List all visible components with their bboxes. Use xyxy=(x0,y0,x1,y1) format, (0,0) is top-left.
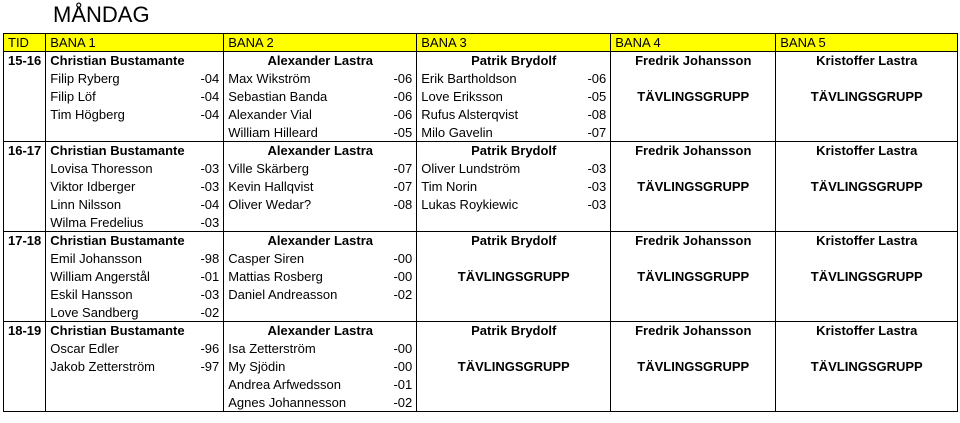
cell-bana-5: TÄVLINGSGRUPP xyxy=(776,178,958,196)
player-year-bana-1: -96 xyxy=(186,340,224,358)
section-leader-row xyxy=(4,322,958,340)
table-row xyxy=(4,160,958,178)
player-year-bana-1: -01 xyxy=(186,268,224,286)
player-year-bana-3: -03 xyxy=(565,196,611,214)
time-slot-empty xyxy=(4,304,46,322)
table-row xyxy=(4,88,958,106)
player-year-bana-1: -97 xyxy=(186,358,224,376)
player-name-bana-1: Linn Nilsson xyxy=(46,196,186,214)
time-slot: 16-17 xyxy=(4,142,46,160)
table-row xyxy=(4,178,958,196)
schedule-table xyxy=(3,33,958,412)
leader-bana-1: Christian Bustamante xyxy=(46,322,224,340)
cell-bana-5 xyxy=(776,304,958,322)
time-slot-empty xyxy=(4,88,46,106)
time-slot-empty xyxy=(4,250,46,268)
leader-bana-2: Alexander Lastra xyxy=(224,142,417,160)
leader-bana-2: Alexander Lastra xyxy=(224,52,417,70)
cell-bana-4 xyxy=(611,286,776,304)
section-leader-row xyxy=(4,232,958,250)
time-slot: 18-19 xyxy=(4,322,46,340)
time-slot-empty xyxy=(4,286,46,304)
player-year-bana-2 xyxy=(378,304,417,322)
cell-bana-4 xyxy=(611,376,776,394)
cell-bana-4: TÄVLINGSGRUPP xyxy=(611,268,776,286)
player-name-bana-3: Tim Norin xyxy=(421,179,478,194)
table-row xyxy=(4,358,958,376)
table-row xyxy=(4,124,958,142)
leader-bana-1: Christian Bustamante xyxy=(46,52,224,70)
player-year-bana-2: -02 xyxy=(378,394,417,412)
player-year-bana-1: -03 xyxy=(186,286,224,304)
cell-bana-3 xyxy=(417,304,611,322)
table-row xyxy=(4,394,958,412)
player-name-bana-3: Lukas Roykiewic xyxy=(421,197,519,212)
player-year-bana-2: -00 xyxy=(378,250,417,268)
time-slot-empty xyxy=(4,196,46,214)
header-cell: BANA 1 xyxy=(46,34,224,52)
section-leader-row xyxy=(4,52,958,70)
cell-bana-5 xyxy=(776,286,958,304)
player-year-bana-2: -00 xyxy=(378,358,417,376)
player-year-bana-1: -04 xyxy=(186,70,224,88)
time-slot-empty xyxy=(4,124,46,142)
leader-bana-2: Alexander Lastra xyxy=(224,232,417,250)
header-cell: BANA 2 xyxy=(224,34,417,52)
leader-bana-4: Fredrik Johansson xyxy=(611,232,776,250)
cell-bana-3 xyxy=(417,340,611,358)
header-cell: TID xyxy=(4,34,46,52)
table-row xyxy=(4,214,958,232)
player-name-bana-1: William Angerstål xyxy=(46,268,186,286)
cell-bana-5 xyxy=(776,376,958,394)
cell-bana-4 xyxy=(611,196,776,214)
player-name-bana-2: My Sjödin xyxy=(228,359,286,374)
table-row xyxy=(4,286,958,304)
leader-bana-1: Christian Bustamante xyxy=(46,232,224,250)
player-name-bana-1: Lovisa Thoresson xyxy=(46,160,186,178)
player-name-bana-1: Tim Högberg xyxy=(46,106,186,124)
cell-bana-4 xyxy=(611,340,776,358)
player-name-bana-3: Rufus Alsterqvist xyxy=(421,107,519,122)
time-slot-empty xyxy=(4,70,46,88)
player-name-bana-1: Viktor Idberger xyxy=(46,178,186,196)
player-name-bana-2: Kevin Hallqvist xyxy=(228,179,314,194)
leader-bana-2: Alexander Lastra xyxy=(224,322,417,340)
player-name-bana-1: Oscar Edler xyxy=(46,340,186,358)
cell-bana-5 xyxy=(776,124,958,142)
cell-bana-3 xyxy=(417,250,611,268)
header-cell: BANA 3 xyxy=(417,34,611,52)
time-slot-empty xyxy=(4,178,46,196)
player-name-bana-1 xyxy=(46,376,186,394)
player-year-bana-3 xyxy=(565,214,611,232)
player-year-bana-2: -06 xyxy=(378,106,417,124)
player-name-bana-1: Emil Johansson xyxy=(46,250,186,268)
table-row xyxy=(4,70,958,88)
player-year-bana-2: -00 xyxy=(378,340,417,358)
player-name-bana-1: Filip Ryberg xyxy=(46,70,186,88)
player-year-bana-2: -02 xyxy=(378,286,417,304)
cell-bana-5 xyxy=(776,214,958,232)
player-year-bana-2: -06 xyxy=(378,88,417,106)
player-name-bana-2: Sebastian Banda xyxy=(228,89,328,104)
player-year-bana-3: -06 xyxy=(565,70,611,88)
table-row xyxy=(4,196,958,214)
time-slot-empty xyxy=(4,214,46,232)
player-year-bana-1 xyxy=(186,376,224,394)
player-year-bana-2: -05 xyxy=(378,124,417,142)
cell-bana-5 xyxy=(776,394,958,412)
player-name-bana-2 xyxy=(224,214,378,232)
player-year-bana-1 xyxy=(186,394,224,412)
player-name-bana-2 xyxy=(224,304,378,322)
time-slot-empty xyxy=(4,376,46,394)
cell-bana-4: TÄVLINGSGRUPP xyxy=(611,178,776,196)
player-name-bana-1: Eskil Hansson xyxy=(46,286,186,304)
leader-bana-3: Patrik Brydolf xyxy=(417,232,611,250)
cell-bana-4 xyxy=(611,160,776,178)
cell-bana-5: TÄVLINGSGRUPP xyxy=(776,358,958,376)
player-year-bana-2: -01 xyxy=(378,376,417,394)
player-name-bana-3: Milo Gavelin xyxy=(421,124,493,140)
player-year-bana-2: -07 xyxy=(378,178,417,196)
player-year-bana-1: -04 xyxy=(186,196,224,214)
leader-bana-4: Fredrik Johansson xyxy=(611,142,776,160)
cell-bana-3 xyxy=(417,376,611,394)
cell-bana-4 xyxy=(611,106,776,124)
player-name-bana-1: Wilma Fredelius xyxy=(46,214,186,232)
cell-bana-5: TÄVLINGSGRUPP xyxy=(776,268,958,286)
table-row xyxy=(4,340,958,358)
player-year-bana-1: -04 xyxy=(186,106,224,124)
leader-bana-5: Kristoffer Lastra xyxy=(776,232,958,250)
player-year-bana-2: -07 xyxy=(378,160,417,178)
player-year-bana-3: -03 xyxy=(565,178,611,196)
leader-bana-5: Kristoffer Lastra xyxy=(776,52,958,70)
cell-bana-3: TÄVLINGSGRUPP xyxy=(417,358,611,376)
cell-bana-5: TÄVLINGSGRUPP xyxy=(776,88,958,106)
time-slot: 15-16 xyxy=(4,52,46,70)
leader-bana-4: Fredrik Johansson xyxy=(611,52,776,70)
cell-bana-4 xyxy=(611,394,776,412)
leader-bana-3: Patrik Brydolf xyxy=(417,322,611,340)
player-name-bana-1 xyxy=(46,394,186,412)
cell-bana-4 xyxy=(611,214,776,232)
leader-bana-4: Fredrik Johansson xyxy=(611,322,776,340)
cell-bana-4 xyxy=(611,124,776,142)
player-year-bana-3: -08 xyxy=(565,106,611,124)
cell-bana-4 xyxy=(611,304,776,322)
player-year-bana-2 xyxy=(378,214,417,232)
player-name-bana-2: Alexander Vial xyxy=(228,107,312,122)
player-name-bana-2: Isa Zetterström xyxy=(228,341,316,356)
player-year-bana-1: -02 xyxy=(186,304,224,322)
player-name-bana-1: Love Sandberg xyxy=(46,304,186,322)
player-name-bana-3 xyxy=(417,214,565,232)
page-title: MÅNDAG xyxy=(53,2,150,27)
cell-bana-3 xyxy=(417,286,611,304)
player-name-bana-2: Daniel Andreasson xyxy=(228,287,338,302)
player-name-bana-2: Mattias Rosberg xyxy=(228,269,323,284)
player-year-bana-2: -06 xyxy=(378,70,417,88)
player-year-bana-3: -07 xyxy=(565,124,611,142)
player-year-bana-2: -00 xyxy=(378,268,417,286)
player-name-bana-2: Andrea Arfwedsson xyxy=(228,377,341,392)
player-name-bana-3: Oliver Lundström xyxy=(421,161,521,176)
player-year-bana-1: -03 xyxy=(186,178,224,196)
cell-bana-5 xyxy=(776,160,958,178)
player-year-bana-1: -03 xyxy=(186,160,224,178)
player-name-bana-2: Max Wikström xyxy=(228,71,311,86)
cell-bana-5 xyxy=(776,340,958,358)
leader-bana-5: Kristoffer Lastra xyxy=(776,142,958,160)
time-slot-empty xyxy=(4,340,46,358)
cell-bana-4: TÄVLINGSGRUPP xyxy=(611,88,776,106)
cell-bana-4: TÄVLINGSGRUPP xyxy=(611,358,776,376)
cell-bana-5 xyxy=(776,106,958,124)
cell-bana-5 xyxy=(776,70,958,88)
time-slot-empty xyxy=(4,268,46,286)
player-year-bana-3: -05 xyxy=(565,88,611,106)
table-row xyxy=(4,376,958,394)
time-slot-empty xyxy=(4,394,46,412)
cell-bana-4 xyxy=(611,250,776,268)
table-row xyxy=(4,304,958,322)
player-name-bana-2: Casper Siren xyxy=(228,251,305,266)
player-year-bana-1: -04 xyxy=(186,88,224,106)
player-year-bana-1 xyxy=(186,124,224,142)
player-name-bana-1 xyxy=(46,124,186,142)
time-slot-empty xyxy=(4,358,46,376)
cell-bana-5 xyxy=(776,196,958,214)
player-name-bana-1: Jakob Zetterström xyxy=(46,358,186,376)
player-name-bana-2: Ville Skärberg xyxy=(228,161,309,176)
header-cell: BANA 4 xyxy=(611,34,776,52)
player-name-bana-2: William Hilleard xyxy=(228,124,318,140)
player-name-bana-2: Oliver Wedar? xyxy=(228,197,312,212)
player-name-bana-3: Erik Bartholdson xyxy=(421,71,517,86)
header-row xyxy=(4,34,958,52)
time-slot-empty xyxy=(4,160,46,178)
table-row xyxy=(4,268,958,286)
leader-bana-5: Kristoffer Lastra xyxy=(776,322,958,340)
leader-bana-3: Patrik Brydolf xyxy=(417,142,611,160)
player-year-bana-3: -03 xyxy=(565,160,611,178)
player-year-bana-1: -03 xyxy=(186,214,224,232)
player-name-bana-1: Filip Löf xyxy=(46,88,186,106)
cell-bana-3 xyxy=(417,394,611,412)
player-name-bana-3: Love Eriksson xyxy=(421,89,503,104)
leader-bana-3: Patrik Brydolf xyxy=(417,52,611,70)
section-leader-row xyxy=(4,142,958,160)
cell-bana-5 xyxy=(776,250,958,268)
player-year-bana-2: -08 xyxy=(378,196,417,214)
player-name-bana-2: Agnes Johannesson xyxy=(224,394,378,412)
header-cell: BANA 5 xyxy=(776,34,958,52)
cell-bana-3: TÄVLINGSGRUPP xyxy=(417,268,611,286)
table-row xyxy=(4,106,958,124)
cell-bana-4 xyxy=(611,70,776,88)
table-row xyxy=(4,250,958,268)
leader-bana-1: Christian Bustamante xyxy=(46,142,224,160)
time-slot-empty xyxy=(4,106,46,124)
player-year-bana-1: -98 xyxy=(186,250,224,268)
time-slot: 17-18 xyxy=(4,232,46,250)
